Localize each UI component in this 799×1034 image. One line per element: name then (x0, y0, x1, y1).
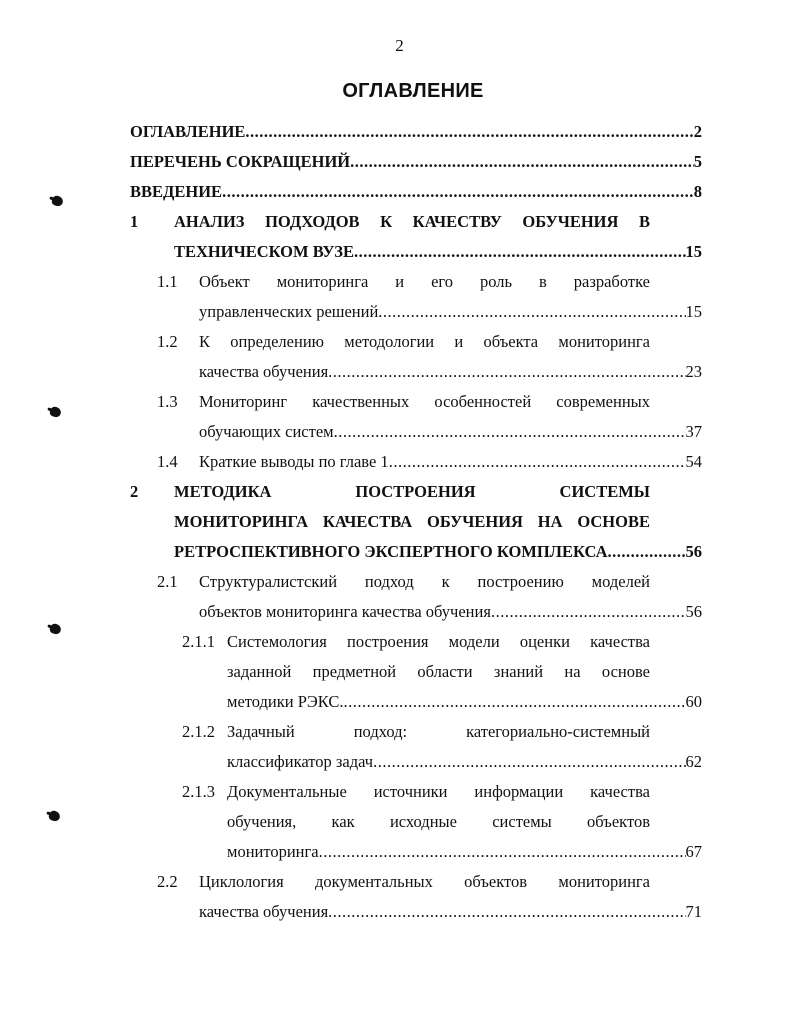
toc-page-number: 8 (693, 182, 702, 201)
toc-entry-line: МЕТОДИКА ПОСТРОЕНИЯ СИСТЕМЫ (174, 482, 650, 501)
scan-artifact-mark (51, 194, 65, 207)
dot-leader (222, 177, 694, 207)
toc-entry-title: качества обучения (199, 362, 329, 381)
toc-page-number: 56 (685, 542, 702, 561)
page-number: 2 (395, 36, 404, 55)
dot-leader (354, 237, 686, 267)
toc-entry-line: АНАЛИЗ ПОДХОДОВ К КАЧЕСТВУ ОБУЧЕНИЯ В (174, 212, 650, 231)
toc-entry-link[interactable] (130, 177, 702, 207)
dot-leader (245, 117, 693, 147)
toc-entry-number: 2.1.3 (182, 782, 215, 801)
dot-leader (608, 537, 686, 567)
toc-page-number: 23 (685, 362, 702, 381)
page-title: ОГЛАВЛЕНИЕ (342, 80, 484, 102)
toc-entry-link[interactable] (130, 117, 702, 147)
toc-entry-link[interactable] (199, 297, 702, 327)
toc-entry-number: 1 (130, 212, 139, 231)
toc-entry-link[interactable] (199, 417, 702, 447)
toc-page-number: 5 (693, 152, 702, 171)
toc-entry-title: ВВЕДЕНИЕ (130, 182, 223, 201)
toc-entry-number: 2.2 (157, 872, 178, 891)
toc-page-number: 15 (685, 302, 702, 321)
toc-entry-title: РЕТРОСПЕКТИВНОГО ЭКСПЕРТНОГО КОМПЛЕКСА (174, 542, 608, 561)
toc-entry-title: ПЕРЕЧЕНЬ СОКРАЩЕНИЙ (130, 152, 351, 171)
dot-leader (328, 897, 685, 927)
toc-entry-line: Объект мониторинга и его роль в разработке (199, 272, 650, 291)
toc-entry-title: объектов мониторинга качества обучения (199, 602, 491, 621)
toc-entry-link[interactable] (174, 237, 702, 267)
dot-leader (378, 297, 685, 327)
toc-entry-title: методики РЭКС. (227, 692, 344, 711)
dot-leader (328, 357, 685, 387)
toc-entry-number: 1.4 (157, 452, 178, 471)
dot-leader (344, 687, 686, 717)
toc-entry-title: качества обучения (199, 902, 329, 921)
toc-entry-line: Мониторинг качественных особенностей современных (199, 392, 650, 411)
dot-leader (491, 597, 686, 627)
toc-entry-link[interactable] (199, 447, 702, 477)
dot-leader (319, 837, 686, 867)
toc-page-number: 71 (685, 902, 702, 921)
toc-entry-line: К определению методологии и объекта мониторинга (199, 332, 650, 351)
scan-artifact-mark (48, 809, 62, 822)
toc-page-number: 62 (685, 752, 702, 771)
toc-entry-number: 1.2 (157, 332, 178, 351)
toc-entry-line: Структуралистский подход к построению моделей (199, 572, 650, 591)
toc-entry-line: МОНИТОРИНГА КАЧЕСТВА ОБУЧЕНИЯ НА ОСНОВЕ (174, 512, 650, 531)
toc-entry-number: 2 (130, 482, 139, 501)
toc-entry-link[interactable] (227, 687, 702, 717)
toc-entry-title: ТЕХНИЧЕСКОМ ВУЗЕ (174, 242, 354, 261)
toc-entry-link[interactable] (227, 837, 702, 867)
toc-entry-number: 1.1 (157, 272, 178, 291)
toc-page-number: 60 (685, 692, 702, 711)
toc-entry-link[interactable] (130, 147, 702, 177)
toc-entry-link[interactable] (174, 537, 702, 567)
toc-entry-line: Циклология документальных объектов мониторинга (199, 872, 650, 891)
toc-entry-title: классификатор задач (227, 752, 374, 771)
toc-entry-line: Системология построения модели оценки качества (227, 632, 650, 651)
toc-entry-title: Краткие выводы по главе 1 (199, 452, 389, 471)
toc-page-number: 54 (685, 452, 702, 471)
toc-entry-line: обучения, как исходные системы объектов (227, 812, 650, 831)
toc-entry-number: 1.3 (157, 392, 178, 411)
scan-artifact-mark (49, 405, 63, 418)
toc-page-number: 67 (685, 842, 702, 861)
scan-artifact-mark (49, 622, 63, 635)
toc-entry-line: заданной предметной области знаний на основе (227, 662, 650, 681)
toc-entry-title: управленческих решений (199, 302, 379, 321)
toc-entry-link[interactable] (199, 897, 702, 927)
dot-leader (334, 417, 686, 447)
toc-page-number: 15 (685, 242, 702, 261)
dot-leader (350, 147, 694, 177)
toc-entry-link[interactable] (199, 357, 702, 387)
toc-entry-number: 2.1.2 (182, 722, 215, 741)
dot-leader (373, 747, 685, 777)
toc-entry-line: Документальные источники информации качества (227, 782, 650, 801)
toc-entry-title: ОГЛАВЛЕНИЕ (130, 122, 246, 141)
toc-entry-line: Задачный подход: категориально-системный (227, 722, 650, 741)
toc-page-number: 2 (693, 122, 702, 141)
dot-leader (389, 447, 686, 477)
toc-entry-title: мониторинга (227, 842, 319, 861)
toc-entry-title: обучающих систем (199, 422, 334, 441)
toc-entry-number: 2.1 (157, 572, 178, 591)
toc-page-number: 56 (685, 602, 702, 621)
toc-entry-link[interactable] (199, 597, 702, 627)
toc-page-number: 37 (685, 422, 702, 441)
toc-entry-link[interactable] (227, 747, 702, 777)
toc-entry-number: 2.1.1 (182, 632, 215, 651)
